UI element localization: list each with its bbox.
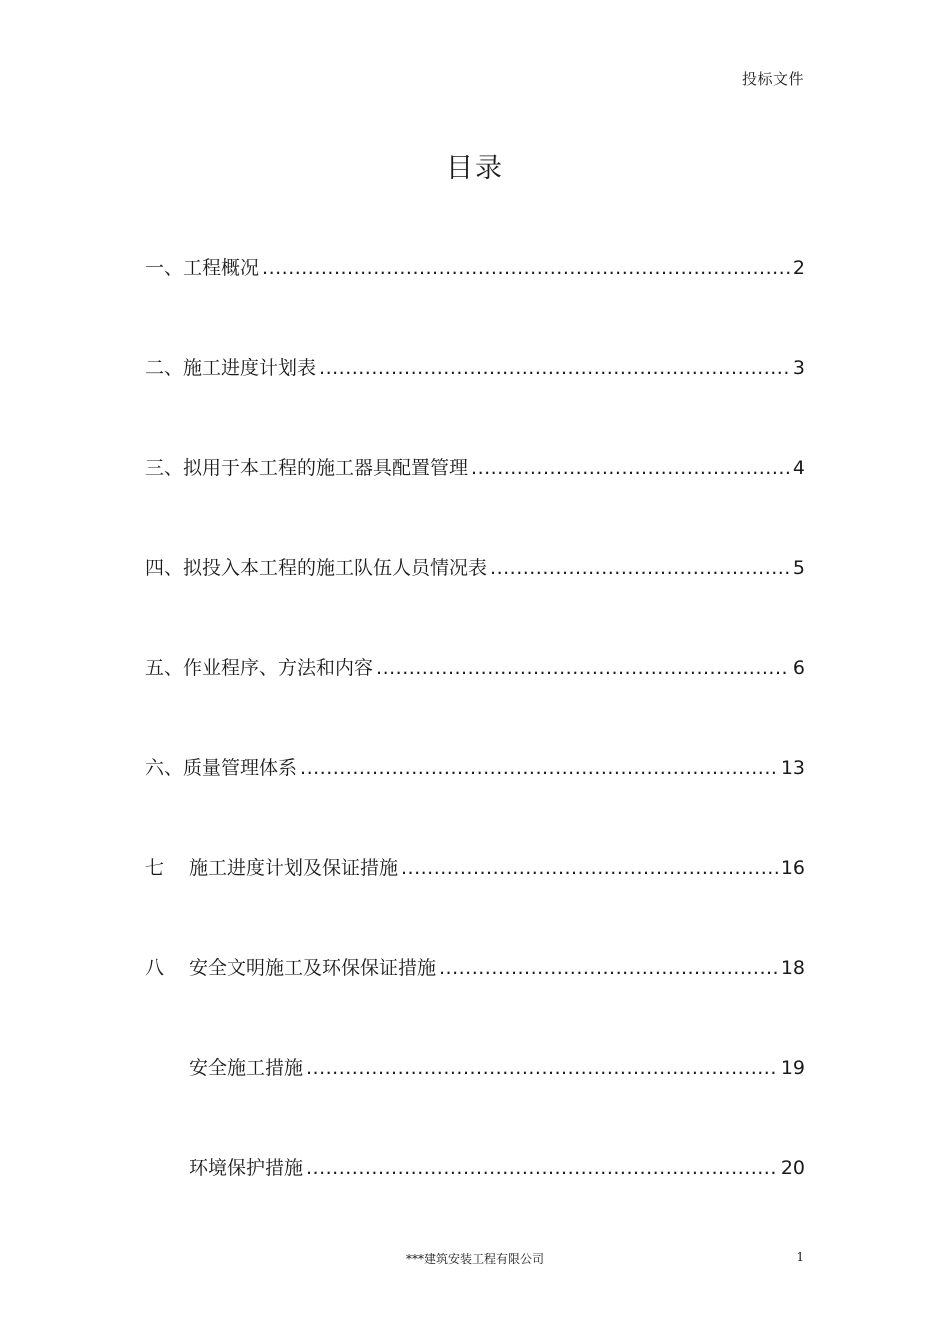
toc-entry-page: 16 [780,857,805,879]
toc-entry-number: 七 [145,857,165,879]
toc-entry-number: 一、 [145,257,184,279]
table-of-contents [145,252,805,1252]
toc-dot-leader [306,1152,778,1184]
toc-entry-8[interactable] [145,952,805,1052]
toc-entry-number: 四、 [145,557,184,579]
toc-entry-1[interactable] [145,252,805,352]
toc-entry-number: 二、 [145,357,184,379]
toc-entry-number: 三、 [145,457,184,479]
toc-dot-leader [401,852,778,884]
toc-entry-page: 19 [780,1057,805,1079]
toc-entry-title: 施工进度计划及保证措施 [189,857,399,879]
toc-entry-number: 六、 [145,757,184,779]
page-title: 目录 [446,153,504,184]
toc-entry-title: 作业程序、方法和内容 [183,657,374,679]
toc-entry-3[interactable] [145,452,805,552]
toc-entry-page: 20 [780,1157,805,1179]
toc-entry-title: 安全施工措施 [189,1057,304,1079]
toc-dot-leader [376,652,790,684]
toc-dot-leader [439,952,778,984]
toc-entry-6[interactable] [145,752,805,852]
toc-subentry-2[interactable] [145,1152,805,1252]
toc-entry-title: 安全文明施工及环保保证措施 [189,957,437,979]
toc-entry-page: 5 [792,557,805,579]
footer-page-number: 1 [796,1250,804,1264]
toc-dot-leader [471,452,790,484]
toc-entry-7[interactable] [145,852,805,952]
toc-dot-leader [262,252,790,284]
toc-entry-page: 3 [792,357,805,379]
toc-entry-5[interactable] [145,652,805,752]
toc-entry-number: 五、 [145,657,184,679]
toc-entry-title: 拟用于本工程的施工器具配置管理 [183,457,469,479]
footer-company-name: ***建筑安装工程有限公司 [405,1252,544,1266]
document-header-label: 投标文件 [741,70,804,88]
toc-entry-4[interactable] [145,552,805,652]
toc-entry-page: 13 [780,757,805,779]
toc-entry-title: 质量管理体系 [183,757,298,779]
toc-dot-leader [490,552,790,584]
toc-subentry-1[interactable] [145,1052,805,1152]
toc-dot-leader [319,352,790,384]
toc-entry-title: 拟投入本工程的施工队伍人员情况表 [183,557,488,579]
toc-entry-title: 施工进度计划表 [183,357,317,379]
toc-entry-page: 4 [792,457,805,479]
toc-entry-page: 6 [792,657,805,679]
toc-entry-number: 八 [145,957,165,979]
toc-dot-leader [300,752,778,784]
toc-entry-title: 工程概况 [183,257,260,279]
toc-entry-2[interactable] [145,352,805,452]
toc-entry-title: 环境保护措施 [189,1157,304,1179]
toc-dot-leader [306,1052,778,1084]
toc-entry-page: 18 [780,957,805,979]
toc-entry-page: 2 [792,257,805,279]
